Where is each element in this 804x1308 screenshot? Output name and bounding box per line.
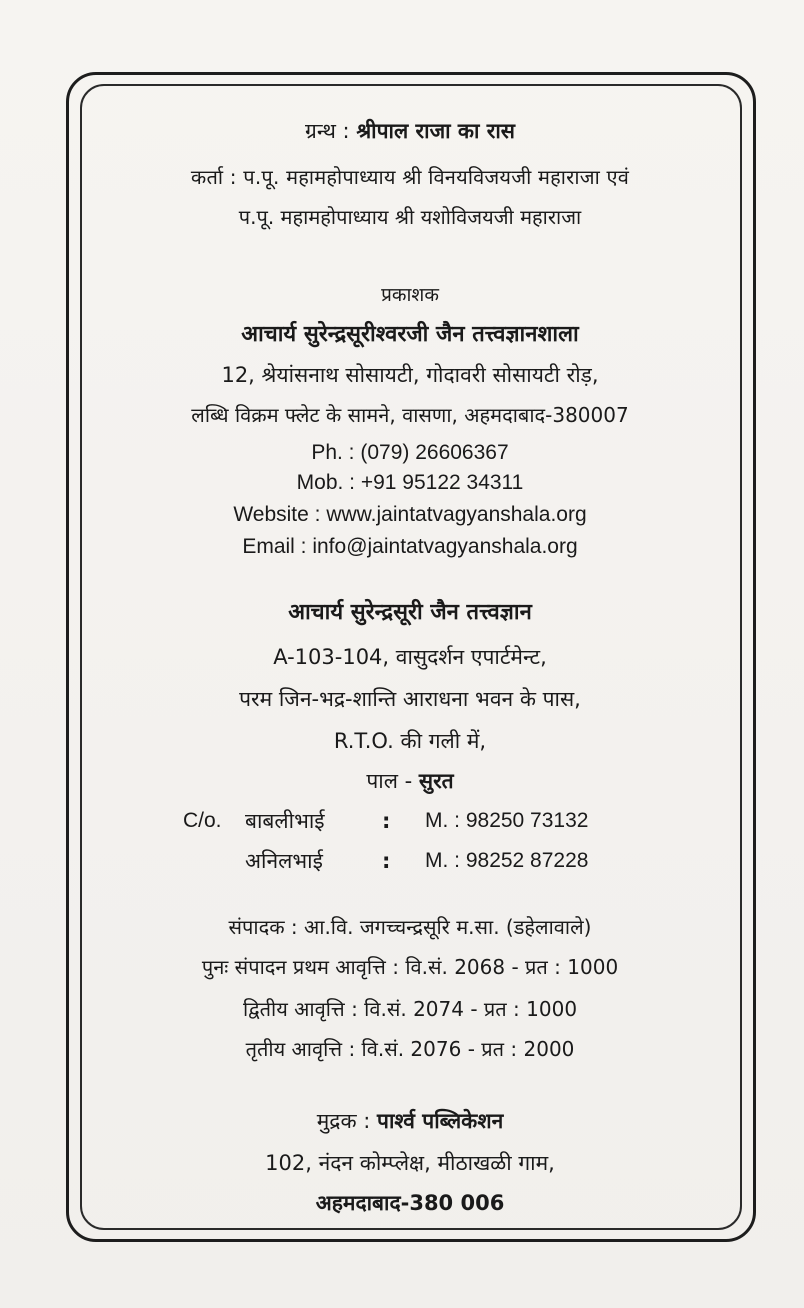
granth-title: श्रीपाल राजा का रास <box>356 119 515 143</box>
publisher-address-1: 12, श्रेयांसनाथ सोसायटी, गोदावरी सोसायटी रोड़, <box>221 363 599 387</box>
contact-separator: : <box>382 849 391 873</box>
contact-mobile: M. : 98252 87228 <box>425 849 589 872</box>
branch-name: आचार्य सुरेन्द्रसूरी जैन तत्त्वज्ञान <box>288 600 532 625</box>
editor-line: संपादक : आ.वि. जगच्चन्द्रसूरि म.सा. (डहेलावाले) <box>228 915 592 939</box>
printer-city: अहमदाबाद-380 006 <box>315 1191 505 1215</box>
contact-mobile: M. : 98250 73132 <box>425 809 589 832</box>
edition-line-1: पुनः संपादन प्रथम आवृत्ति : वि.सं. 2068 - प्रत : 1000 <box>201 955 619 979</box>
contact-name: अनिलभाई <box>245 849 323 873</box>
branch-address-1: A-103-104, वासुदर्शन एपार्टमेन्ट, <box>273 645 547 669</box>
publisher-mobile: Mob. : +91 95122 34311 <box>296 471 524 494</box>
publisher-email: Email : info@jaintatvagyanshala.org <box>242 535 578 558</box>
karta-line-2: प.पू. महामहोपाध्याय श्री यशोविजयजी महाराजा <box>238 205 582 229</box>
contact-name: बाबलीभाई <box>245 809 325 833</box>
granth-line <box>90 116 730 146</box>
branch-address-3: R.T.O. की गली में, <box>333 729 487 753</box>
contact-separator: : <box>382 809 391 833</box>
printer-name: पार्श्व पब्लिकेशन <box>377 1109 504 1133</box>
karta-line-1: कर्ता : प.पू. महामहोपाध्याय श्री विनयविजयजी महाराजा एवं <box>190 165 630 189</box>
publisher-name: आचार्य सुरेन्द्रसूरीश्वरजी जैन तत्त्वज्ञानशाला <box>241 322 579 347</box>
publisher-address-2: लब्धि विक्रम फ्लेट के सामने, वासणा, अहमदाबाद-380007 <box>191 403 629 427</box>
printer-line <box>90 1106 730 1136</box>
contact-prefix: C/o. <box>183 809 222 832</box>
publisher-website: Website : www.jaintatvagyanshala.org <box>233 503 587 526</box>
publisher-heading: प्रकाशक <box>381 284 439 306</box>
edition-line-2: द्वितीय आवृत्ति : वि.सं. 2074 - प्रत : 1000 <box>242 997 578 1021</box>
granth-label: ग्रन्थ : <box>305 119 350 143</box>
edition-line-3: तृतीय आवृत्ति : वि.सं. 2076 - प्रत : 2000 <box>245 1037 575 1061</box>
branch-city: सुरत <box>418 769 454 793</box>
branch-city-line <box>90 766 730 796</box>
printer-label: मुद्रक : <box>316 1109 371 1133</box>
publisher-phone: Ph. : (079) 26606367 <box>311 441 509 464</box>
branch-address-2: परम जिन-भद्र-शान्ति आराधना भवन के पास, <box>239 687 581 711</box>
printer-address: 102, नंदन कोम्प्लेक्ष, मीठाखळी गाम, <box>265 1151 555 1175</box>
branch-city-prefix: पाल - <box>366 769 413 793</box>
